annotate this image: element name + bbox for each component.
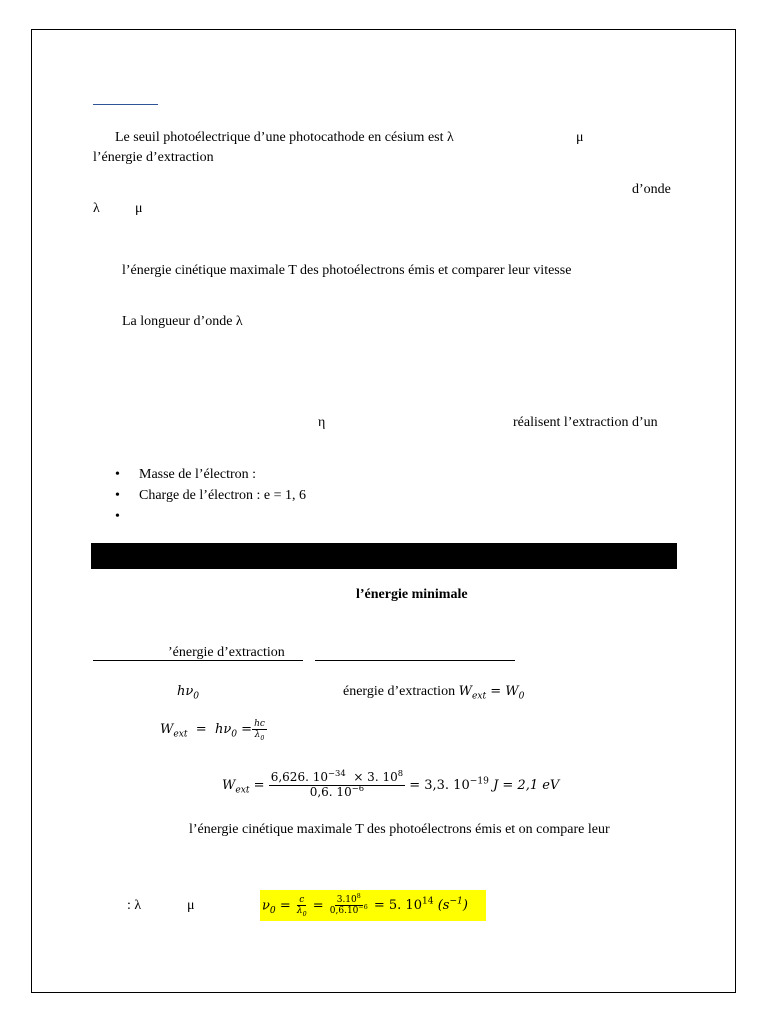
kinetic-line: l’énergie cinétique maximale T des photoélectrons émis et on compare leur: [189, 822, 610, 837]
eta-symbol: η: [318, 415, 326, 430]
section-bar: [91, 543, 677, 569]
onde-text: d’onde: [632, 182, 671, 197]
intro-line-1: [115, 130, 454, 146]
extraction-energy-line: énergie d’extraction $W_{ext} = W_0$: [343, 684, 525, 702]
document-page: [31, 29, 736, 993]
underline-right: [315, 660, 515, 661]
extraction-label: ’énergie d’extraction: [168, 645, 285, 660]
h-nu0: $h\nu_0$: [177, 684, 200, 702]
w0-symbol: W: [505, 684, 519, 699]
value-fraction: $\frac{3.10^8}{0,6.10^{-6}}$: [329, 892, 368, 916]
heading-underline: [93, 104, 158, 105]
numeric-fraction: $\frac{6,626. 10^{-34} \times 3. 10^8}{0,6. 10^{-6}}$: [270, 768, 404, 799]
bullet-mass: • Masse de l’électron :: [139, 467, 256, 483]
question-wavelength: La longueur d’onde λ: [122, 314, 243, 329]
lambda-symbol: λ: [93, 201, 100, 216]
question-energy: l’énergie cinétique maximale T des photoélectrons émis et comparer leur vitesse: [122, 263, 572, 278]
bullet-charge: • Charge de l’électron : e = 1, 6: [139, 488, 306, 504]
intro-text: Le seuil photoélectrique d’une photocathode en césium est λ: [115, 130, 454, 145]
mu-symbol-3: μ: [187, 898, 195, 913]
intro-line-2: l’énergie d’extraction: [93, 150, 214, 165]
hc-over-lambda: $\frac{hc}{\lambda_0}$: [254, 718, 265, 742]
highlighted-formula: $\nu_0$ = $\frac{c}{\lambda_0}$ = $\frac{3.10^8}{0,6.10^{-6}}$ = 5. $10^{14}$ $(s^{-1})$: [260, 890, 486, 921]
mu-symbol: μ: [576, 130, 584, 145]
numeric-wext: $W_{ext}$ = $\frac{6,626. 10^{-34} \times 3. 10^8}{0,6. 10^{-6}}$ = 3,3. $10^{-19}$ J = 2,1 eV: [222, 768, 560, 799]
c-over-lambda: $\frac{c}{\lambda_0}$: [296, 894, 307, 918]
lambda-colon: : λ: [127, 898, 142, 913]
formula-wext: $W_{ext} = h\nu_0$ = $\frac{hc}{\lambda_0}$: [160, 718, 265, 742]
extraction-text: réalisent l’extraction d’un: [513, 415, 658, 430]
mu-symbol-2: μ: [135, 201, 143, 216]
solution-heading: l’énergie minimale: [356, 587, 468, 602]
